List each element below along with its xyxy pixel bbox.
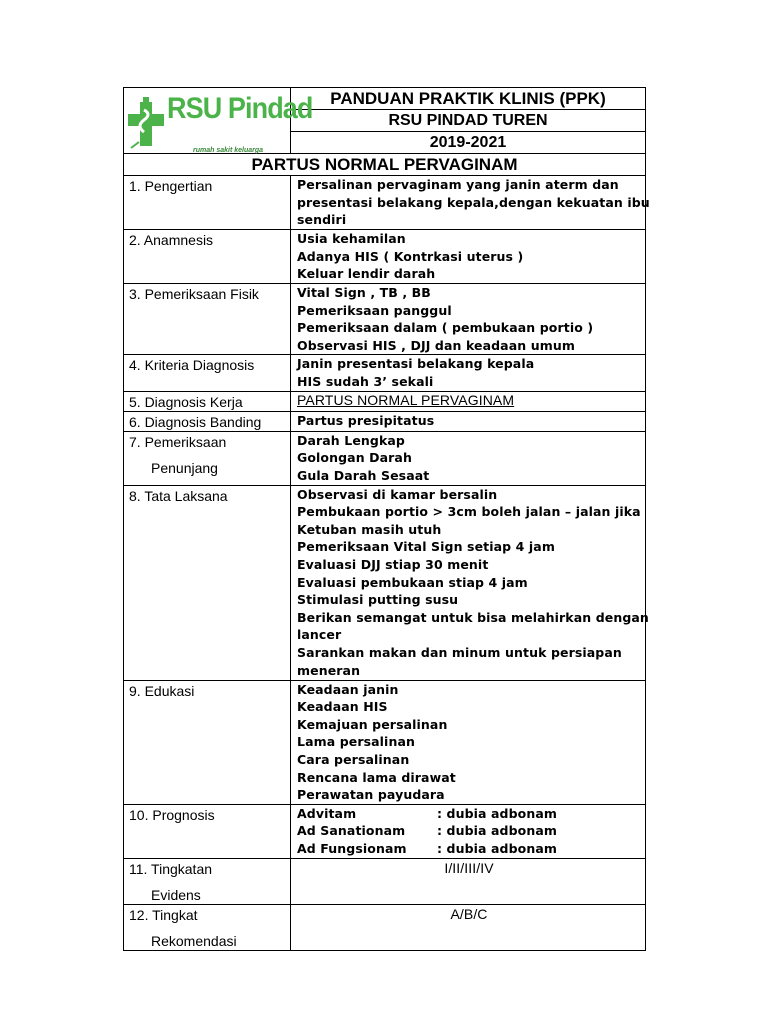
text-line: Sarankan makan dan minum untuk persiapan: [297, 644, 622, 660]
text-line: sendiri: [297, 212, 347, 228]
value-tingkat-rekomendasi: A/B/C: [291, 904, 646, 950]
row-tingkatan-evidens: [124, 858, 646, 904]
row-anamnesis: [124, 230, 646, 284]
logo-cell: [124, 88, 313, 154]
text-line: Pemeriksaan dalam ( pembukaan portio ): [297, 320, 594, 336]
text-line: Kemajuan persalinan: [297, 716, 448, 732]
prognosis-line: [297, 822, 641, 840]
text-line: Keadaan janin: [297, 681, 399, 697]
prognosis-key: Advitam: [297, 805, 357, 821]
prognosis-key: Ad Sanationam: [297, 823, 406, 839]
label-prognosis: 10. Prognosis: [124, 804, 291, 858]
row-diagnosis-kerja: [124, 391, 646, 411]
prognosis-value: : dubia adbonam: [437, 805, 557, 821]
prognosis-line: [297, 840, 641, 858]
prognosis-value: : dubia adbonam: [437, 840, 557, 856]
text-line: Gula Darah Sesaat: [297, 467, 430, 483]
text-line: Observasi HIS , DJJ dan keadaan umum: [297, 337, 575, 353]
text-line: meneran: [297, 662, 361, 678]
rsu-pindad-logo: [127, 92, 313, 156]
header-line2: RSU PINDAD TUREN: [291, 110, 646, 132]
value-pemeriksaan-penunjang: [291, 431, 646, 485]
row-pemeriksaan-fisik: [124, 284, 646, 355]
row-pemeriksaan-penunjang: [124, 431, 646, 485]
value-tingkatan-evidens: I/II/III/IV: [291, 858, 646, 904]
label-kriteria-diagnosis: 4. Kriteria Diagnosis: [124, 355, 291, 391]
hospital-cross-icon: [127, 96, 167, 156]
row-diagnosis-banding: [124, 411, 646, 431]
value-edukasi: [291, 680, 646, 804]
text-line: Cara persalinan: [297, 751, 410, 767]
label-tata-laksana: 8. Tata Laksana: [124, 485, 291, 680]
text-line: Ketuban masih utuh: [297, 521, 442, 537]
header-line3: 2019-2021: [291, 132, 646, 154]
label-edukasi: 9. Edukasi: [124, 680, 291, 804]
text-line: Perawatan payudara: [297, 787, 445, 803]
text-line: Stimulasi putting susu: [297, 592, 459, 608]
text-line: Vital Sign , TB , BB: [297, 285, 431, 300]
text-line: Adanya HIS ( Kontrkasi uterus ): [297, 248, 524, 264]
text-line: Keadaan HIS: [297, 699, 388, 715]
diagnosis-kerja-text: PARTUS NORMAL PERVAGINAM: [297, 391, 515, 408]
text-line: Lama persalinan: [297, 734, 415, 750]
logo-tagline: rumah sakit keluarga: [193, 147, 264, 154]
label-line: Penunjang: [151, 459, 218, 476]
label-anamnesis: 2. Anamnesis: [124, 230, 291, 284]
text-line: Janin presentasi belakang kepala: [297, 356, 535, 372]
header-line1: PANDUAN PRAKTIK KLINIS (PPK): [291, 88, 646, 110]
text-line: Pemeriksaan Vital Sign setiap 4 jam: [297, 539, 555, 555]
text-line: Evaluasi pembukaan stiap 4 jam: [297, 574, 528, 590]
value-pengertian: [291, 176, 650, 230]
document-title: PARTUS NORMAL PERVAGINAM: [124, 154, 646, 176]
text-line: Observasi di kamar bersalin: [297, 486, 498, 502]
prognosis-value: : dubia adbonam: [437, 823, 557, 839]
value-tata-laksana: [291, 485, 649, 680]
value-diagnosis-kerja: [291, 391, 646, 411]
text-line: Evaluasi DJJ stiap 30 menit: [297, 556, 489, 572]
label-pengertian: 1. Pengertian: [124, 176, 291, 230]
text-line: Darah Lengkap: [297, 432, 405, 448]
row-tata-laksana: [124, 485, 646, 680]
label-line: Evidens: [151, 886, 201, 903]
row-pengertian: [124, 176, 646, 230]
text-line: Usia kehamilan: [297, 231, 406, 246]
ppk-table: [123, 87, 650, 951]
text-line: Pembukaan portio > 3cm boleh jalan – jalan jika: [297, 504, 641, 520]
label-diagnosis-banding: 6. Diagnosis Banding: [124, 411, 291, 431]
label-line: 12. Tingkat: [129, 906, 198, 923]
prognosis-key: Ad Fungsionam: [297, 840, 407, 856]
label-pemeriksaan-fisik: 3. Pemeriksaan Fisik: [124, 284, 291, 355]
value-kriteria-diagnosis: [291, 355, 646, 391]
text-line: presentasi belakang kepala,dengan kekuatan ibu: [297, 194, 650, 210]
value-prognosis: [291, 804, 646, 858]
label-diagnosis-kerja: 5. Diagnosis Kerja: [124, 391, 291, 411]
label-tingkat-rekomendasi: [124, 904, 291, 950]
row-tingkat-rekomendasi: [124, 904, 646, 950]
text-line: lancer: [297, 627, 342, 643]
text-line: HIS sudah 3’ sekali: [297, 373, 434, 389]
text-line: Pemeriksaan panggul: [297, 302, 452, 318]
row-edukasi: [124, 680, 646, 804]
label-line: Rekomendasi: [151, 932, 237, 949]
value-anamnesis: [291, 230, 646, 284]
value-diagnosis-banding: Partus presipitatus: [291, 411, 646, 431]
value-pemeriksaan-fisik: [291, 284, 646, 355]
row-kriteria-diagnosis: [124, 355, 646, 391]
text-line: Berikan semangat untuk bisa melahirkan dengan: [297, 609, 649, 625]
row-prognosis: [124, 804, 646, 858]
text-line: Persalinan pervaginam yang janin aterm dan: [297, 177, 619, 192]
prognosis-line: [297, 805, 641, 823]
label-tingkatan-evidens: [124, 858, 291, 904]
logo-brand: RSU Pindad: [167, 92, 313, 125]
text-line: Keluar lendir darah: [297, 266, 436, 282]
text-line: Rencana lama dirawat: [297, 769, 456, 785]
ppk-document: [123, 87, 650, 951]
text-line: Golongan Darah: [297, 450, 412, 466]
label-line: 7. Pemeriksaan: [129, 433, 227, 450]
label-pemeriksaan-penunjang: [124, 431, 291, 485]
label-line: 11. Tingkatan: [129, 860, 213, 877]
